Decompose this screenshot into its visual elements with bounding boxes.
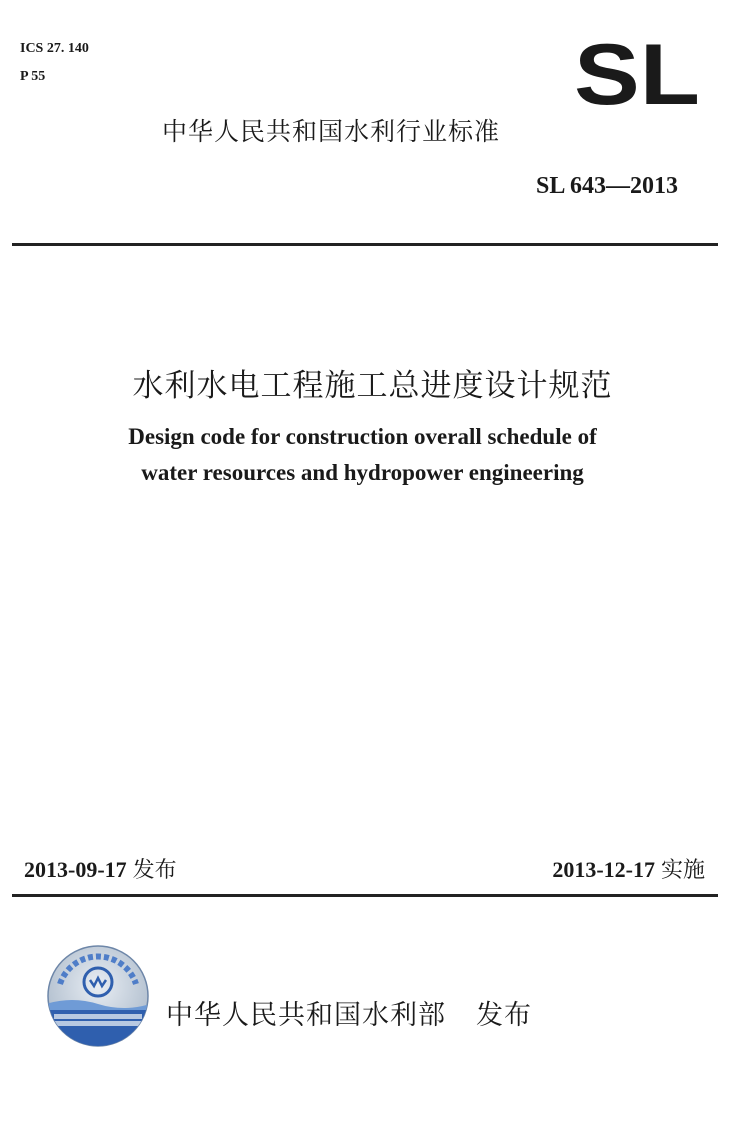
issuer-name: 中华人民共和国水利部 (166, 1000, 446, 1031)
anti-counterfeit-seal (46, 944, 150, 1048)
issuer-line (166, 993, 532, 1032)
bottom-divider (12, 894, 718, 897)
release-date-block (24, 853, 177, 884)
classification-code: P 55 (20, 69, 46, 84)
release-label: 发布 (132, 858, 177, 883)
issue-label: 发布 (476, 1000, 532, 1031)
sl-logo-text: SL (574, 40, 700, 110)
ics-code: ICS 27. 140 (20, 41, 89, 56)
implementation-date: 2013-12-17 (552, 857, 655, 882)
release-date: 2013-09-17 (24, 857, 127, 882)
title-english-line-2: water resources and hydropower engineering (141, 460, 584, 485)
standard-type: 中华人民共和国水利行业标准 (162, 117, 501, 146)
implementation-date-block (552, 853, 705, 884)
top-divider (12, 243, 718, 246)
implementation-label: 实施 (660, 858, 705, 883)
title-chinese: 水利水电工程施工总进度设计规范 (132, 368, 613, 404)
standard-number: SL 643—2013 (535, 173, 678, 199)
sl-logo (574, 40, 702, 110)
title-english-line-1: Design code for construction overall schedule of (128, 424, 597, 449)
